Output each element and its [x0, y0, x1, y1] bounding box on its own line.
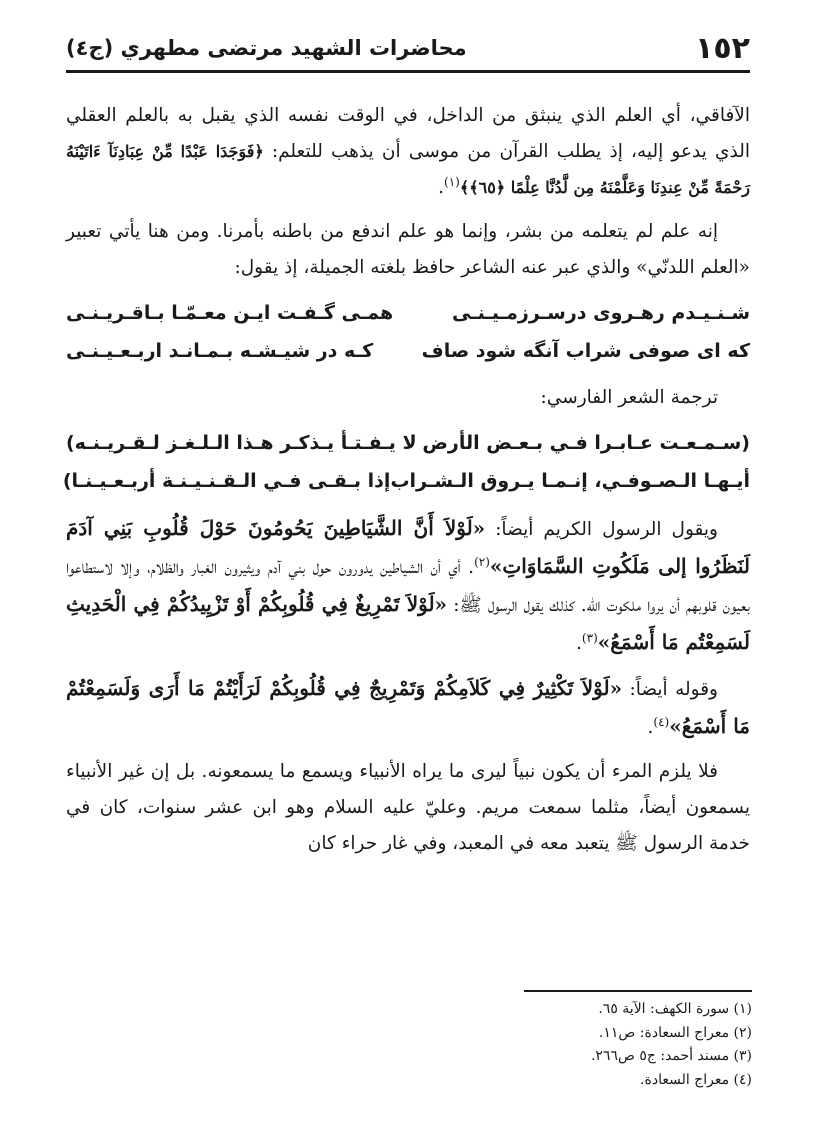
persian-poem-line-1 — [66, 294, 750, 332]
hemistich: أيـهـا الـصـوفـي، إنـمـا يـروق الـشـراب — [390, 470, 750, 492]
running-title: محاضرات الشهيد مرتضى مطهري (ج٤) — [66, 36, 467, 60]
footnote-ref-3: (٣) — [581, 630, 598, 645]
page-number: ١٥٢ — [695, 30, 750, 66]
paragraph-1-end: . — [438, 177, 445, 198]
footnote-ref-1: (١) — [444, 174, 460, 189]
arabic-poem-line-1 — [66, 424, 750, 462]
paragraph-3-end: . — [576, 633, 582, 654]
paragraph-5: فلا يلزم المرء أن يكون نبياً ليرى ما يراه الأنبياء ويسمع ما يسمعونه. بل إن غير الأنبياء يسمعون أيضاً، مثلما سمعت مريم. وعليّ عليه السلام وهو ابن عشر سنوات، كان في خدمة الرسول ﷺ يتعبد معه في المعبد، وفي غار حراء كان — [66, 761, 750, 854]
hemistich: كـه در شيـشـه بـمـانـد اربـعـيـنـى — [66, 340, 374, 362]
persian-poem-line-2 — [66, 332, 750, 370]
paragraph-4 — [66, 670, 750, 746]
paragraph-4-lead: وقوله أيضاً: — [629, 679, 718, 700]
arabic-poem — [62, 424, 750, 500]
footnote-ref-2: (٢) — [474, 554, 490, 569]
header-rule — [66, 70, 750, 73]
paragraph-1-text: الآفاقي، أي العلم الذي ينبثق من الداخل، في الوقت نفسه الذي يقبل به بالعلم العقلي الذي يدعو إليه، إذ يطلب القرآن من موسى أن يذهب للتعلم: — [66, 105, 750, 162]
translation-label: ترجمة الشعر الفارسي: — [540, 387, 718, 408]
paragraph-3 — [66, 510, 750, 662]
quran-verse: ﴿فَوَجَدَا عَبْدًا مِّنْ عِبَادِنَآ ءَاتَيْنَهُ رَحْمَةً مِّنْ عِندِنَا وَعَلَّمْنَهُ مِن لَّدُنَّا عِلْمًا ﴿٦٥﴾﴾ — [66, 142, 750, 197]
footnote-3: (٣) مسند أحمد: ج٥ ص٢٦٦. — [590, 1048, 752, 1064]
paragraph-3-cont: . أي أن الشياطين يدورون حول بني آدم ويثيرون الغبار والظلام، وإلا لاستطاعوا بعيون قلوبهم أن يروا ملكوت الله. كذلك يقول الرسول ﷺ: — [66, 557, 750, 616]
footnotes — [68, 998, 752, 1092]
paragraph-4-end: . — [647, 717, 654, 738]
footnote-rule — [524, 990, 752, 992]
hemistich: كه اى صوفى شراب آنگه شود صاف — [421, 340, 750, 362]
footnote-2: (٢) معراج السعادة: ص١١. — [598, 1024, 752, 1041]
hadith-quote-1: «لَوْلاَ أَنَّ الشَّيَاطِينَ يَحُومُونَ حَوْلَ قُلُوبِ بَنِي آدَمَ لَنَظَرُوا إلى مَلَكُوتِ السَّمَاوَاتِ» — [66, 516, 750, 578]
page-header — [66, 28, 750, 68]
hemistich: إذا بـقـى فـي الـقـنـيـنـة أربـعـيـنـا) — [62, 470, 391, 492]
footnote-1: (١) سورة الكهف: الآية ٦٥. — [598, 1001, 752, 1017]
arabic-poem-line-2 — [62, 462, 750, 500]
paragraph-1 — [66, 98, 750, 206]
persian-poem — [66, 294, 750, 370]
hemistich: (سـمـعـت عـابـرا فـي بـعـض الأرض — [422, 432, 750, 454]
hemistich: شـنـيـدم رهـروى درسـرزمـيـنـى — [451, 302, 750, 324]
paragraph-2: إنه علم لم يتعلمه من بشر، وإنما هو علم اندفع من باطنه بأمرنا. ومن هنا يأتي تعبير «العلم اللدنّي» والذي عبر عنه الشاعر حافظ بلغته الجميلة، إذ يقول: — [66, 221, 750, 278]
hadith-quote-3: «لَوْلاَ تَكْثِيرٌ فِي كَلاَمِكُمْ وَتَمْرِيجٌ فِي قُلُوبِكُمْ لَرَأَيْتُمْ مَا أَرَى وَلَسَمِعْتُمْ مَا أَسْمَعُ» — [66, 676, 750, 738]
hadith-quote-2: «لَوْلاَ تَمْرِيغٌ فِي قُلُوبِكُمْ أَوْ تَزْيِيدُكُمْ فِي الْحَدِيثِ لَسَمِعْتُم مَا أَسْمَعُ» — [66, 592, 750, 654]
hemistich: همـى گـفـت ايـن معـمّـا بـاقـريـنـى — [66, 302, 394, 324]
hemistich: لا يـفـتـأ يـذكـر هـذا الـلـغـز لـقـريـنـه) — [66, 432, 417, 454]
footnote-4: (٤) معراج السعادة. — [640, 1071, 752, 1088]
body-text — [62, 98, 750, 870]
paragraph-3-lead: ويقول الرسول الكريم أيضاً: — [495, 519, 718, 540]
footnote-ref-4: (٤) — [653, 714, 670, 729]
